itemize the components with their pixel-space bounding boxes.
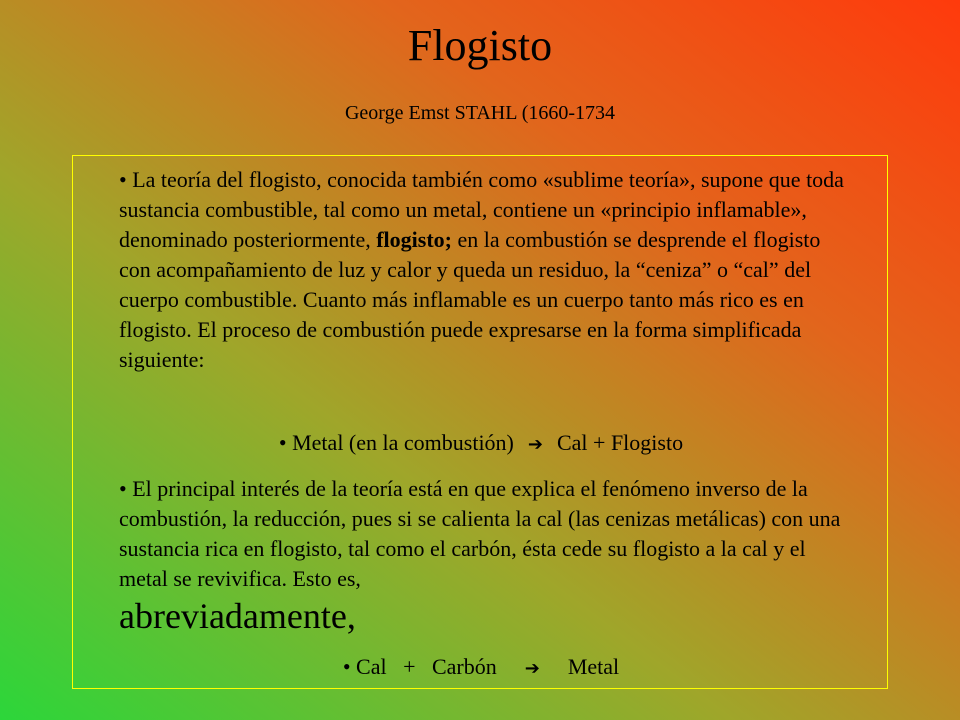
- paragraph-theory-text: La teoría del flogisto, conocida también como «sublime teoría», supone que toda sustancia combustible, tal como un metal, contiene un «principio inflamable», denominado posteriormente,: [119, 167, 844, 252]
- equation-combustion-right: Cal + Flogisto: [556, 430, 684, 455]
- paragraph-theory: [119, 165, 845, 375]
- bullet-marker: •: [342, 654, 351, 679]
- equation-combustion: [73, 428, 889, 460]
- bold-term-flogisto: flogisto;: [376, 227, 452, 252]
- content-box: [72, 155, 888, 689]
- bullet-marker: •: [119, 167, 127, 192]
- paragraph-theory-text-end: en la combustión se desprende el flogisto con acompañamiento de luz y calor y queda un residuo, la “ceniza” o “cal” del cuerpo combustible. Cuanto más inflamable es un cuerpo tanto más rico es en flogisto. El proceso de combustión puede expresarse en la forma simplificada siguiente:: [119, 227, 821, 372]
- paragraph-reduction: [119, 474, 845, 638]
- equation-reduction-right: Metal: [567, 654, 620, 679]
- slide-subtitle: George Emst STAHL (1660-1734: [344, 102, 616, 124]
- equation-combustion-left: Metal (en la combustión): [292, 430, 514, 455]
- paragraph-reduction-big-word: abreviadamente,: [119, 596, 356, 636]
- bullet-marker: •: [278, 430, 287, 455]
- paragraph-reduction-text: El principal interés de la teoría está en que explica el fenómeno inverso de la combustión, la reducción, pues si se calienta la cal (las cenizas metálicas) con una sustancia rica en flogisto, tal como el carbón, ésta cede su flogisto a la cal y el metal se revivifica. Esto es,: [119, 476, 841, 591]
- equation-reduction-left: Cal + Carbón: [356, 654, 497, 679]
- right-arrow-icon: ➔: [524, 658, 540, 679]
- right-arrow-icon: ➔: [527, 434, 543, 455]
- bullet-marker: •: [119, 476, 127, 501]
- equation-reduction: [73, 652, 889, 684]
- slide-title: Flogisto: [407, 21, 553, 70]
